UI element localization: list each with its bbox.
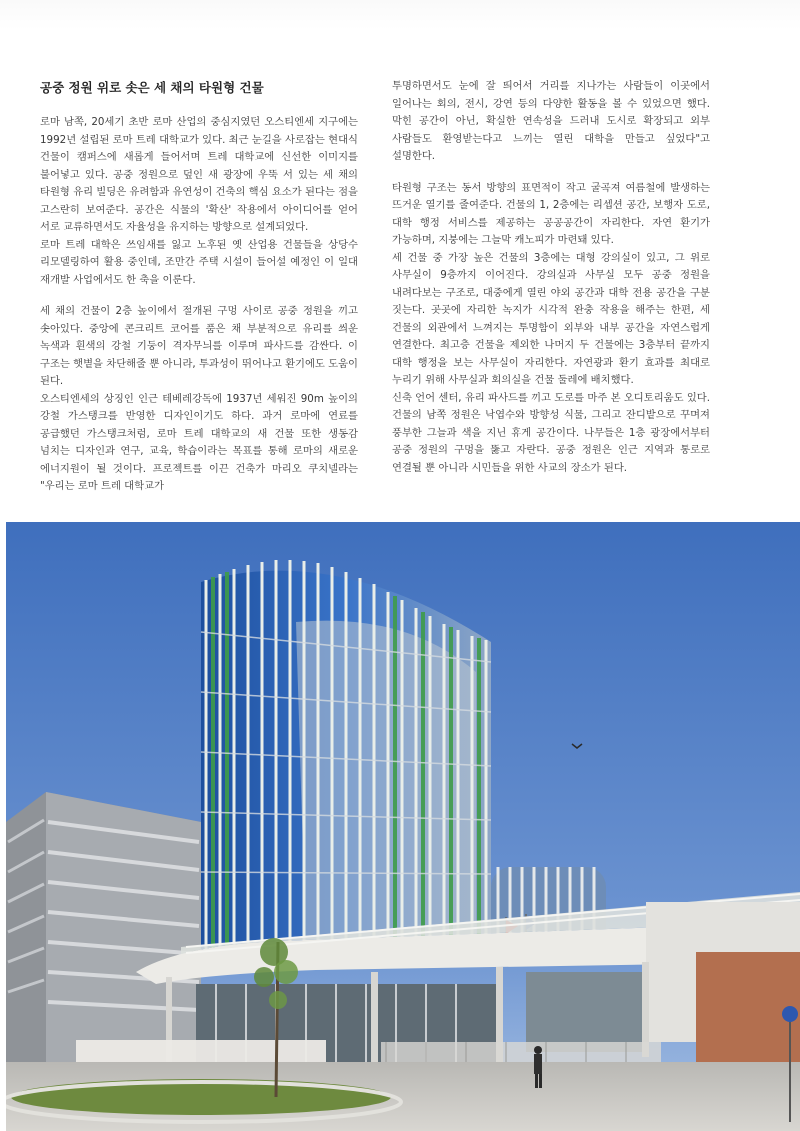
article-paragraph: 세 건물 중 가장 높은 건물의 3층에는 대형 강의실이 있고, 그 위로 사무실이 9층까지 이어진다. 강의실과 사무실 모두 공중 정원을 내려다보는 구조로, 대중에게 열린 야외 공간과 대학 전용 공간을 구분 짓는다. 곳곳에 자리한 녹지가 시각적 완충 작용을 해주는 한편, 세 건물의 외관에서 느껴지는 투명함이 외부와 내부 공간을 자연스럽게 연결한다. 최고층 건물을 제외한 나머지 두 건물에는 3층부터 끝까지 대학 행정을 보는 사무실이 자리한다. 자연광과 환기 효과를 최대로 누리기 위해 사무실과 회의실을 건물 둘레에 배치했다. bbox=[392, 251, 710, 386]
page-top-band bbox=[0, 0, 800, 30]
article-column-right bbox=[392, 78, 710, 491]
main-oval-tower bbox=[201, 560, 491, 952]
article-column-left bbox=[40, 80, 358, 510]
article-title: 공중 정원 위로 솟은 세 채의 타원형 건물 bbox=[40, 80, 264, 95]
article-paragraph: 오스티엔세의 상징인 인근 테베레강독에 1937년 세워진 90m 높이의 강철 가스탱크를 반영한 디자인이기도 하다. 과거 로마에 연료를 공급했던 가스탱크처럼, 로마 트레 대학교의 새 건물 또한 생동감 넘치는 디자인과 연구, 교육, 학습이라는 목표를 통해 로마의 새로운 에너지원이 될 것이다. 프로젝트를 이끈 건축가 마리오 쿠치넬라는 "우리는 로마 트레 대학교가 bbox=[40, 392, 358, 492]
building-photo-illustration bbox=[6, 522, 800, 1131]
article-paragraph: 세 채의 건물이 2층 높이에서 절개된 구멍 사이로 공중 정원을 끼고 솟아있다. 중앙에 콘크리트 코어를 품은 채 부분적으로 유리를 씌운 녹색과 흰색의 강철 기둥이 격자무늬를 이루며 파사드를 감싼다. 이 구조는 햇볕을 차단해줄 뿐 아니라, 투과성이 뛰어나고 환기에도 도움이 된다. bbox=[40, 305, 358, 387]
article-paragraph: 신축 언어 센터, 유리 파사드를 끼고 도로를 마주 본 오디토리움도 있다. 건물의 남쪽 정원은 낙엽수와 방향성 식물, 그리고 잔디밭으로 꾸며져 풍부한 그늘과 색을 지닌 휴게 공간이다. 나무들은 1층 광장에서부터 공중 정원의 구멍을 뚫고 자란다. 공중 정원은 인근 지역과 통로로 연결될 뿐 아니라 시민들을 위한 사교의 장소가 된다. bbox=[392, 391, 710, 474]
article-paragraph: 로마 트레 대학은 쓰임새를 잃고 노후된 옛 산업용 건물들을 상당수 리모델링하여 활용 중인데, 조만간 주택 시설이 들어설 예정인 이 일대 재개발 사업에서도 한 축을 이룬다. bbox=[40, 238, 358, 286]
article-paragraph: 로마 남쪽, 20세기 초반 로마 산업의 중심지였던 오스티엔세 지구에는 1992년 설립된 로마 트레 대학교가 있다. 최근 눈길을 사로잡는 현대식 건물이 캠퍼스에 새롭게 들어서며 트레 대학교에 신선한 이미지를 불어넣고 있다. 공중 정원으로 덮인 새 광장에 우뚝 서 있는 세 채의 타원형 유리 빌딩은 유려함과 유연성이 건축의 핵심 요소가 된다는 점을 고스란히 보여준다. 공간은 식물의 '확산' 작용에서 아이디어를 얻어 서로 교류하면서도 자율성을 유지하는 방향으로 설계되었다. bbox=[40, 116, 358, 233]
article-paragraph: 타원형 구조는 동서 방향의 표면적이 작고 굴곡져 여름철에 발생하는 뜨거운 열기를 줄여준다. 건물의 1, 2층에는 리셉션 공간, 보행자 도로, 대학 행정 서비스를 제공하는 공공공간이 자리한다. 자연 환기가 가능하며, 지붕에는 그늘막 캐노피가 마련돼 있다. bbox=[392, 181, 710, 246]
article-paragraph: 투명하면서도 눈에 잘 띄어서 거리를 지나가는 사람들이 이곳에서 일어나는 회의, 전시, 강연 등의 다양한 활동을 볼 수 있었으면 했다. 막힌 공간이 아닌, 확실한 연속성을 드러내 도시로 확장되고 외부 사람들도 환영받는다고 느끼는 열린 대학을 만들고 싶었다"고 설명한다. bbox=[392, 80, 710, 162]
pedestrian bbox=[534, 1046, 542, 1088]
lawn-planter bbox=[11, 1079, 391, 1115]
building-photo bbox=[6, 522, 800, 1131]
